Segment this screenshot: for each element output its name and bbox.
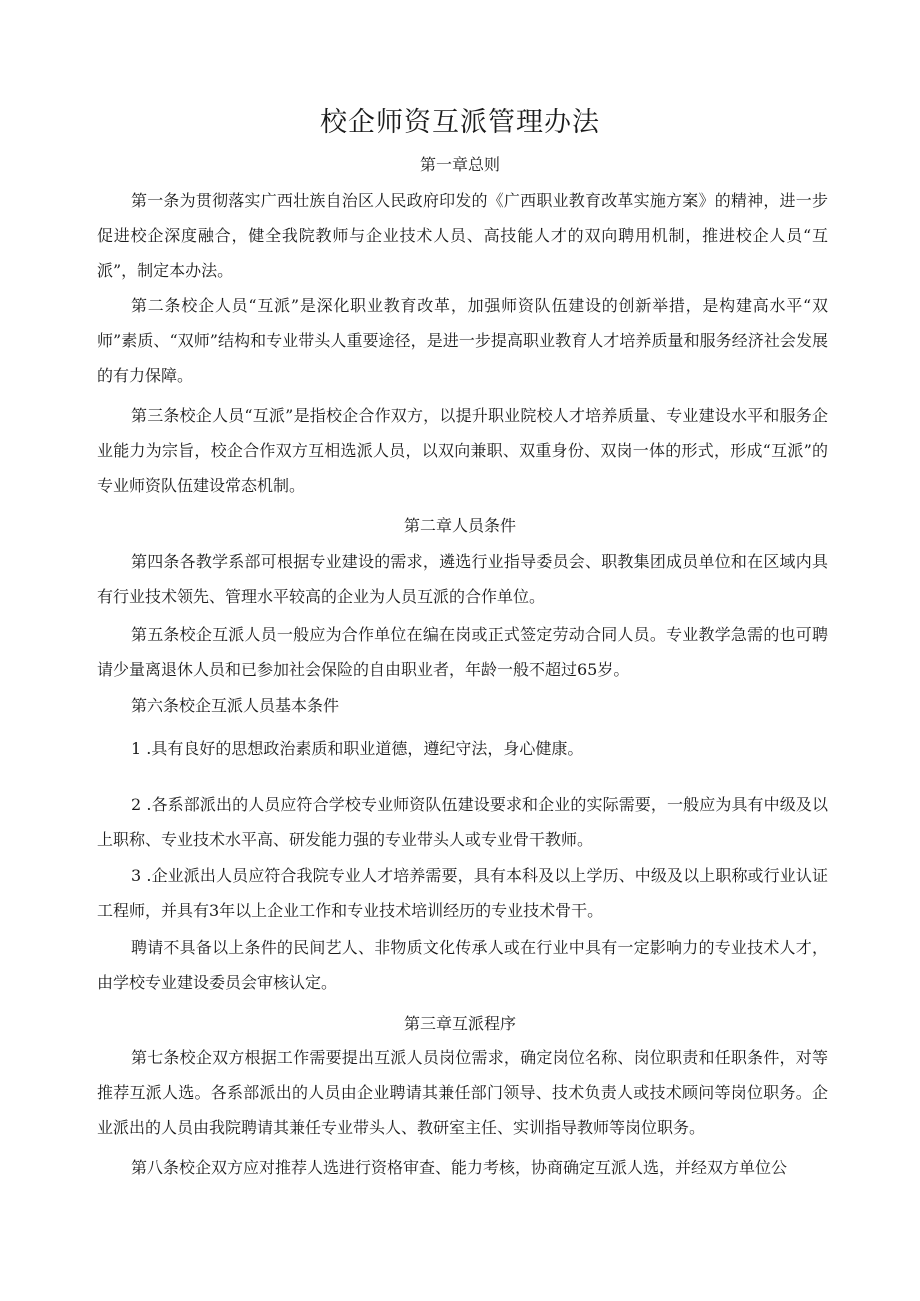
condition-item-2: 2 .各系部派出的人员应符合学校专业师资队伍建设要求和企业的实际需要，一般应为具有中级及以上职称、专业技术水平高、研发能力强的专业带头人或专业骨干教师。 bbox=[97, 795, 828, 849]
condition-item-1: 1 .具有良好的思想政治素质和职业道德，遵纪守法，身心健康。 bbox=[131, 739, 584, 758]
chapter-2-heading: 第二章人员条件 bbox=[403, 516, 516, 535]
condition-item-3: 3 .企业派出人员应符合我院专业人才培养需要，具有本科及以上学历、中级及以上职称或行业认证工程师，并具有3年以上企业工作和专业技术培训经历的专业技术骨干。 bbox=[97, 866, 828, 920]
article-5: 第五条校企互派人员一般应为合作单位在编在岗或正式签定劳动合同人员。专业教学急需的也可聘请少量离退休人员和已参加社会保险的自由职业者，年龄一般不超过65岁。 bbox=[97, 625, 828, 679]
chapter-3-heading: 第三章互派程序 bbox=[403, 1014, 516, 1033]
article-2: 第二条校企人员“互派”是深化职业教育改革，加强师资队伍建设的创新举措，是构建高水平“双师”素质、“双师”结构和专业带头人重要途径，是进一步提高职业教育人才培养质量和服务经济社会发展的有力保障。 bbox=[97, 296, 828, 385]
article-6-note: 聘请不具备以上条件的民间艺人、非物质文化传承人或在行业中具有一定影响力的专业技术人才，由学校专业建设委员会审核认定。 bbox=[97, 938, 828, 992]
article-6: 第六条校企互派人员基本条件 bbox=[131, 696, 340, 715]
chapter-1-heading: 第一章总则 bbox=[419, 155, 500, 174]
article-7: 第七条校企双方根据工作需要提出互派人员岗位需求，确定岗位名称、岗位职责和任职条件，对等推荐互派人选。各系部派出的人员由企业聘请其兼任部门领导、技术负责人或技术顾问等岗位职务。企业派出的人员由我院聘请其兼任专业带头人、教研室主任、实训指导教师等岗位职务。 bbox=[97, 1048, 828, 1137]
article-4: 第四条各教学系部可根据专业建设的需求，遴选行业指导委员会、职教集团成员单位和在区域内具有行业技术领先、管理水平较高的企业为人员互派的合作单位。 bbox=[97, 552, 828, 606]
article-3: 第三条校企人员“互派”是指校企合作双方，以提升职业院校人才培养质量、专业建设水平和服务企业能力为宗旨，校企合作双方互相选派人员，以双向兼职、双重身份、双岗一体的形式，形成“互派”的专业师资队伍建设常态机制。 bbox=[97, 406, 828, 495]
article-1: 第一条为贯彻落实广西壮族自治区人民政府印发的《广西职业教育改革实施方案》的精神，进一步促进校企深度融合，健全我院教师与企业技术人员、高技能人才的双向聘用机制，推进校企人员“互派”，制定本办法。 bbox=[97, 191, 828, 280]
article-8: 第八条校企双方应对推荐人选进行资格审查、能力考核，协商确定互派人选，并经双方单位公 bbox=[131, 1158, 788, 1177]
document-title: 校企师资互派管理办法 bbox=[320, 107, 600, 138]
